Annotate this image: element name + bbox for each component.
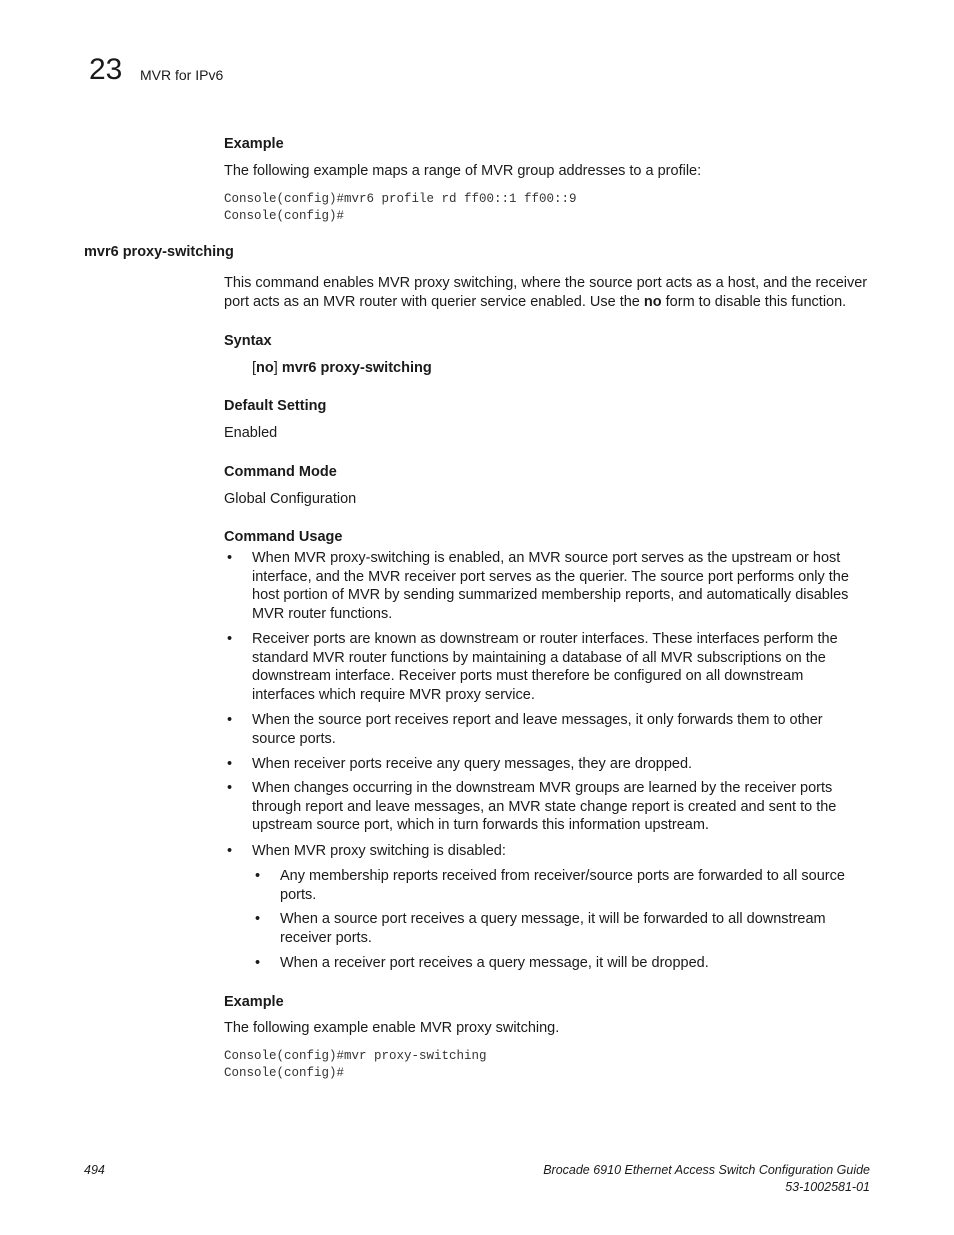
document-id: 53-1002581-01 — [785, 1180, 870, 1194]
bullet-marker: • — [227, 756, 233, 772]
page-number: 494 — [84, 1163, 105, 1177]
usage-bullet: Receiver ports are known as downstream or router interfaces. These interfaces perform the standard MVR router functions by maintaining a database of all MVR subscriptions on the downstream interface. Receiver ports must therefore be configured on all downstream interfaces which require MVR proxy service. — [252, 631, 838, 704]
bullet-marker: • — [227, 550, 233, 566]
code-line: Console(config)#mvr6 profile rd ff00::1 ff00::9 — [224, 192, 577, 206]
syntax-no: no — [256, 360, 274, 376]
syntax-bracket: [ — [252, 360, 257, 376]
syntax-line — [252, 359, 432, 378]
code-line: Console(config)#mvr proxy-switching — [224, 1049, 487, 1063]
command-mode-heading: Command Mode — [224, 464, 337, 480]
description-text-end: form to disable this function. — [665, 294, 847, 310]
sub-bullet-marker: • — [255, 911, 261, 927]
usage-bullet: When changes occurring in the downstream MVR groups are learned by the receiver ports through report and leave messages, an MVR state change report is created and sent to the upstream source port, which in turn forwards this information upstream. — [252, 780, 837, 834]
sub-bullet-marker: • — [255, 868, 261, 884]
command-description — [224, 274, 874, 312]
syntax-heading: Syntax — [224, 333, 272, 349]
example-text: The following example enable MVR proxy switching. — [224, 1020, 560, 1036]
usage-sub-bullet: Any membership reports received from receiver/source ports are forwarded to all source ports. — [280, 868, 845, 903]
example-heading: Example — [224, 994, 284, 1010]
code-line: Console(config)# — [224, 1066, 345, 1080]
bullet-marker: • — [227, 780, 233, 796]
bullet-marker: • — [227, 631, 233, 647]
no-keyword: no — [643, 294, 662, 310]
code-line: Console(config)# — [224, 209, 345, 223]
bullet-marker: • — [227, 843, 233, 859]
usage-bullet: When receiver ports receive any query messages, they are dropped. — [252, 756, 693, 772]
guide-title: Brocade 6910 Ethernet Access Switch Configuration Guide — [543, 1163, 870, 1177]
description-text: This command enables MVR proxy switching, where the source port acts as a host, and the receiver port acts as an MVR router with querier service enabled. Use the — [224, 275, 868, 310]
example-heading: Example — [224, 136, 284, 152]
syntax-bracket: ] — [273, 360, 278, 376]
command-usage-heading: Command Usage — [224, 529, 343, 545]
example-text: The following example maps a range of MVR group addresses to a profile: — [224, 163, 702, 179]
default-setting-heading: Default Setting — [224, 398, 327, 414]
usage-sub-bullet: When a receiver port receives a query message, it will be dropped. — [280, 955, 709, 971]
default-setting-value: Enabled — [224, 425, 278, 441]
sub-bullet-marker: • — [255, 955, 261, 971]
usage-bullet: When the source port receives report and leave messages, it only forwards them to other source ports. — [252, 712, 823, 747]
command-title: mvr6 proxy-switching — [84, 244, 234, 260]
bullet-marker: • — [227, 712, 233, 728]
chapter-title: MVR for IPv6 — [140, 67, 224, 83]
command-mode-value: Global Configuration — [224, 491, 357, 507]
syntax-command: mvr6 proxy-switching — [281, 360, 432, 376]
usage-bullet: When MVR proxy switching is disabled: — [252, 843, 506, 859]
usage-sub-bullet: When a source port receives a query message, it will be forwarded to all downstream receiver ports. — [280, 911, 826, 946]
usage-bullet: When MVR proxy-switching is enabled, an MVR source port serves as the upstream or host interface, and the MVR receiver port serves as the querier. The source port performs only the host portion of MVR by sending summarized membership reports, and automatically disables MVR router functions. — [252, 550, 849, 623]
chapter-number: 23 — [89, 53, 123, 86]
